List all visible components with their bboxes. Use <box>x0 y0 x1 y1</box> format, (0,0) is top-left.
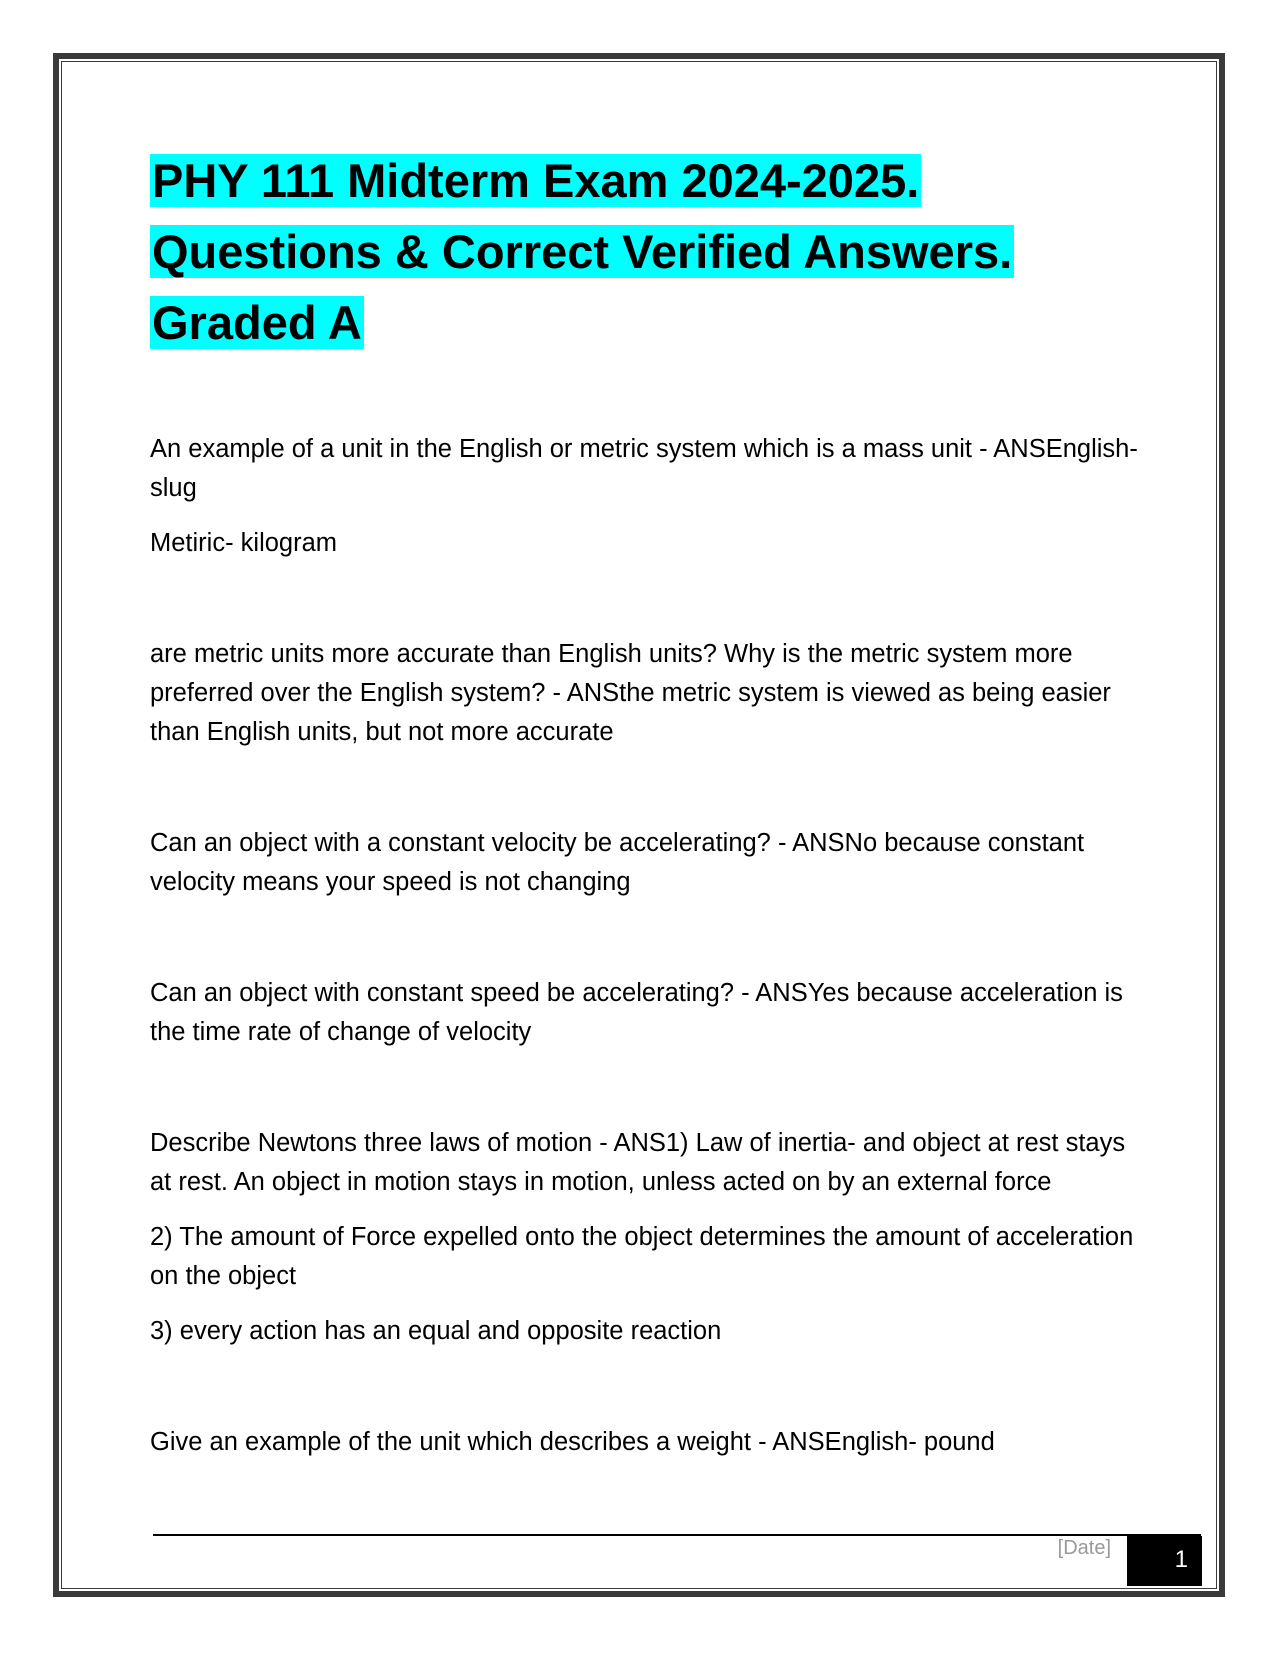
footer-divider <box>153 1534 1201 1536</box>
footer-date: [Date] <box>1057 1537 1111 1559</box>
title-line-1: PHY 111 Midterm Exam 2024-2025. <box>152 154 920 207</box>
qa-item <box>150 1124 1140 1351</box>
qa-paragraph: 3) every action has an equal and opposite reaction <box>150 1317 722 1345</box>
document-title <box>150 145 1140 358</box>
page-number: 1 <box>1174 1546 1188 1573</box>
qa-paragraph: Can an object with constant speed be accelerating? - ANSYes because acceleration is the time rate of change of velocity <box>150 979 1123 1046</box>
page-number-box <box>1127 1536 1202 1586</box>
qa-paragraph: Describe Newtons three laws of motion - ANS1) Law of inertia- and object at rest stays at rest. An object in motion stays in motion, unless acted on by an external force <box>150 1129 1126 1196</box>
qa-paragraph: are metric units more accurate than English units? Why is the metric system more preferred over the English system? - ANSthe metric system is viewed as being easier than English units, but not more accurate <box>150 640 1111 746</box>
qa-item <box>150 635 1140 752</box>
qa-paragraph: Metiric- kilogram <box>150 529 338 557</box>
document-body <box>150 145 1140 1534</box>
qa-item <box>150 974 1140 1052</box>
qa-paragraph: Can an object with a constant velocity be accelerating? - ANSNo because constant velocity means your speed is not changing <box>150 829 1085 896</box>
title-line-3: Graded A <box>152 296 362 349</box>
qa-paragraph: Give an example of the unit which describes a weight - ANSEnglish- pound <box>150 1428 995 1456</box>
qa-list <box>150 430 1140 1462</box>
qa-item <box>150 430 1140 563</box>
qa-paragraph: An example of a unit in the English or metric system which is a mass unit - ANSEnglish- slug <box>150 435 1138 502</box>
title-line-2: Questions & Correct Verified Answers. <box>152 225 1013 278</box>
qa-item <box>150 824 1140 902</box>
qa-paragraph: 2) The amount of Force expelled onto the object determines the amount of acceleration on the object <box>150 1223 1134 1290</box>
qa-item <box>150 1423 1140 1462</box>
